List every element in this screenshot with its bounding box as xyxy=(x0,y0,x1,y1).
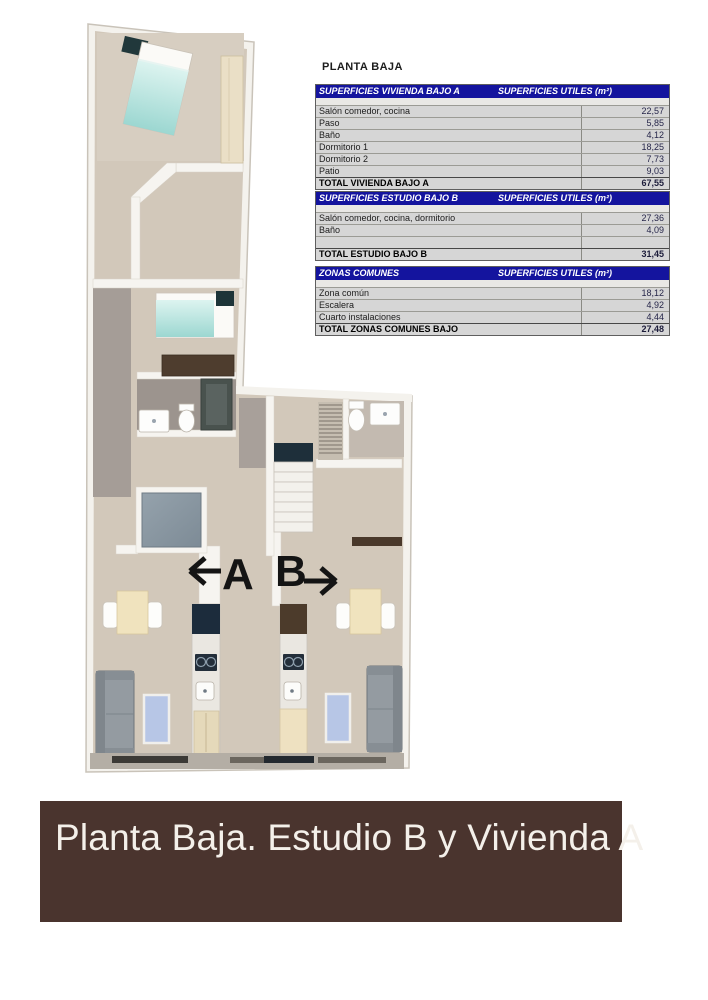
row-label: Zona común xyxy=(319,288,370,298)
table-row xyxy=(316,141,669,153)
dormitorio-2 xyxy=(156,291,234,376)
table-header xyxy=(316,192,669,205)
kitchen-a xyxy=(192,604,220,755)
toilet xyxy=(179,410,195,432)
row-value: 5,85 xyxy=(581,118,669,129)
toilet xyxy=(349,409,365,431)
table xyxy=(350,589,381,634)
table-header xyxy=(316,85,669,98)
table-row xyxy=(316,129,669,141)
chair xyxy=(381,603,395,629)
row-label: Baño xyxy=(319,130,341,140)
table-row xyxy=(316,212,669,224)
cabinet-brown xyxy=(280,604,307,634)
total-label: TOTAL VIVIENDA BAJO A xyxy=(319,178,429,188)
table-row xyxy=(316,165,669,177)
rug-b xyxy=(326,694,350,742)
cuarto-instalaciones xyxy=(239,398,267,468)
row-value: 4,12 xyxy=(581,130,669,141)
row-label: Dormitorio 1 xyxy=(319,142,369,152)
table-total-row xyxy=(316,177,669,189)
table-row xyxy=(316,224,669,236)
row-value: 22,57 xyxy=(581,106,669,117)
chair xyxy=(147,602,162,628)
row-value: 4,44 xyxy=(581,312,669,323)
chair xyxy=(103,602,118,628)
sofa-a xyxy=(96,671,134,757)
row-label xyxy=(316,237,581,248)
table-header-right: SUPERFICIES UTILES (m²) xyxy=(497,86,612,96)
row-label: Patio xyxy=(319,166,340,176)
console xyxy=(352,537,402,546)
table-header-left: SUPERFICIES ESTUDIO BAJO B xyxy=(319,193,459,203)
total-value: 27,48 xyxy=(581,324,669,335)
table-header xyxy=(316,267,669,280)
unit-b-label: B xyxy=(275,547,307,596)
stair-landing xyxy=(274,443,313,462)
patio xyxy=(136,487,207,553)
table-total-row xyxy=(316,323,669,335)
spacer-row xyxy=(316,98,669,105)
row-value: 9,03 xyxy=(581,166,669,177)
row-label: Baño xyxy=(319,225,341,235)
table-row xyxy=(316,117,669,129)
row-value: 18,12 xyxy=(581,288,669,299)
total-label: TOTAL ZONAS COMUNES BAJO xyxy=(319,324,459,334)
toilet-tank xyxy=(349,401,364,409)
total-value: 31,45 xyxy=(581,249,669,260)
footer-caption: Planta Baja. Estudio B y Vivienda A xyxy=(55,817,644,858)
unit-a-label: A xyxy=(222,550,254,599)
chair xyxy=(336,603,350,629)
table-row xyxy=(316,287,669,299)
page-title: PLANTA BAJA xyxy=(322,61,403,73)
table-zonas-comunes xyxy=(315,266,670,336)
table-row xyxy=(316,105,669,117)
table-row xyxy=(316,236,669,248)
row-label: Salón comedor, cocina, dormitorio xyxy=(319,213,456,223)
table-header-right: SUPERFICIES UTILES (m²) xyxy=(497,268,612,278)
table-vivienda-a xyxy=(315,84,670,190)
table-row xyxy=(316,311,669,323)
kitchen-b xyxy=(280,604,307,755)
row-value: 27,36 xyxy=(581,213,669,224)
row-value: 4,09 xyxy=(581,225,669,236)
footer-banner xyxy=(40,801,644,922)
row-value: 4,92 xyxy=(581,300,669,311)
closet-brown xyxy=(162,355,234,376)
spacer-row xyxy=(316,205,669,212)
corridor-paso xyxy=(93,284,131,497)
stair-upper-flight xyxy=(318,402,343,460)
row-label: Cuarto instalaciones xyxy=(319,312,401,322)
row-label: Dormitorio 2 xyxy=(319,154,369,164)
total-label: TOTAL ESTUDIO BAJO B xyxy=(319,249,428,259)
row-value: 7,73 xyxy=(581,154,669,165)
table xyxy=(117,591,148,634)
table-header-left: SUPERFICIES VIVIENDA BAJO A xyxy=(319,86,460,96)
table-header-right: SUPERFICIES UTILES (m²) xyxy=(497,193,612,203)
facade-windows xyxy=(90,753,404,769)
rug-a xyxy=(144,695,169,743)
row-value: 18,25 xyxy=(581,142,669,153)
headboard xyxy=(216,291,234,306)
sofa-b xyxy=(367,666,402,752)
table-total-row xyxy=(316,248,669,260)
spacer-row xyxy=(316,280,669,287)
row-label: Salón comedor, cocina xyxy=(319,106,411,116)
row-label: Paso xyxy=(319,118,340,128)
table-row xyxy=(316,153,669,165)
cabinet-navy xyxy=(192,604,220,634)
table-row xyxy=(316,299,669,311)
table-header-left: ZONAS COMUNES xyxy=(319,268,400,278)
table-estudio-b xyxy=(315,191,670,261)
row-value xyxy=(581,237,669,248)
row-label: Escalera xyxy=(319,300,355,310)
total-value: 67,55 xyxy=(581,178,669,189)
wardrobe xyxy=(221,56,243,163)
